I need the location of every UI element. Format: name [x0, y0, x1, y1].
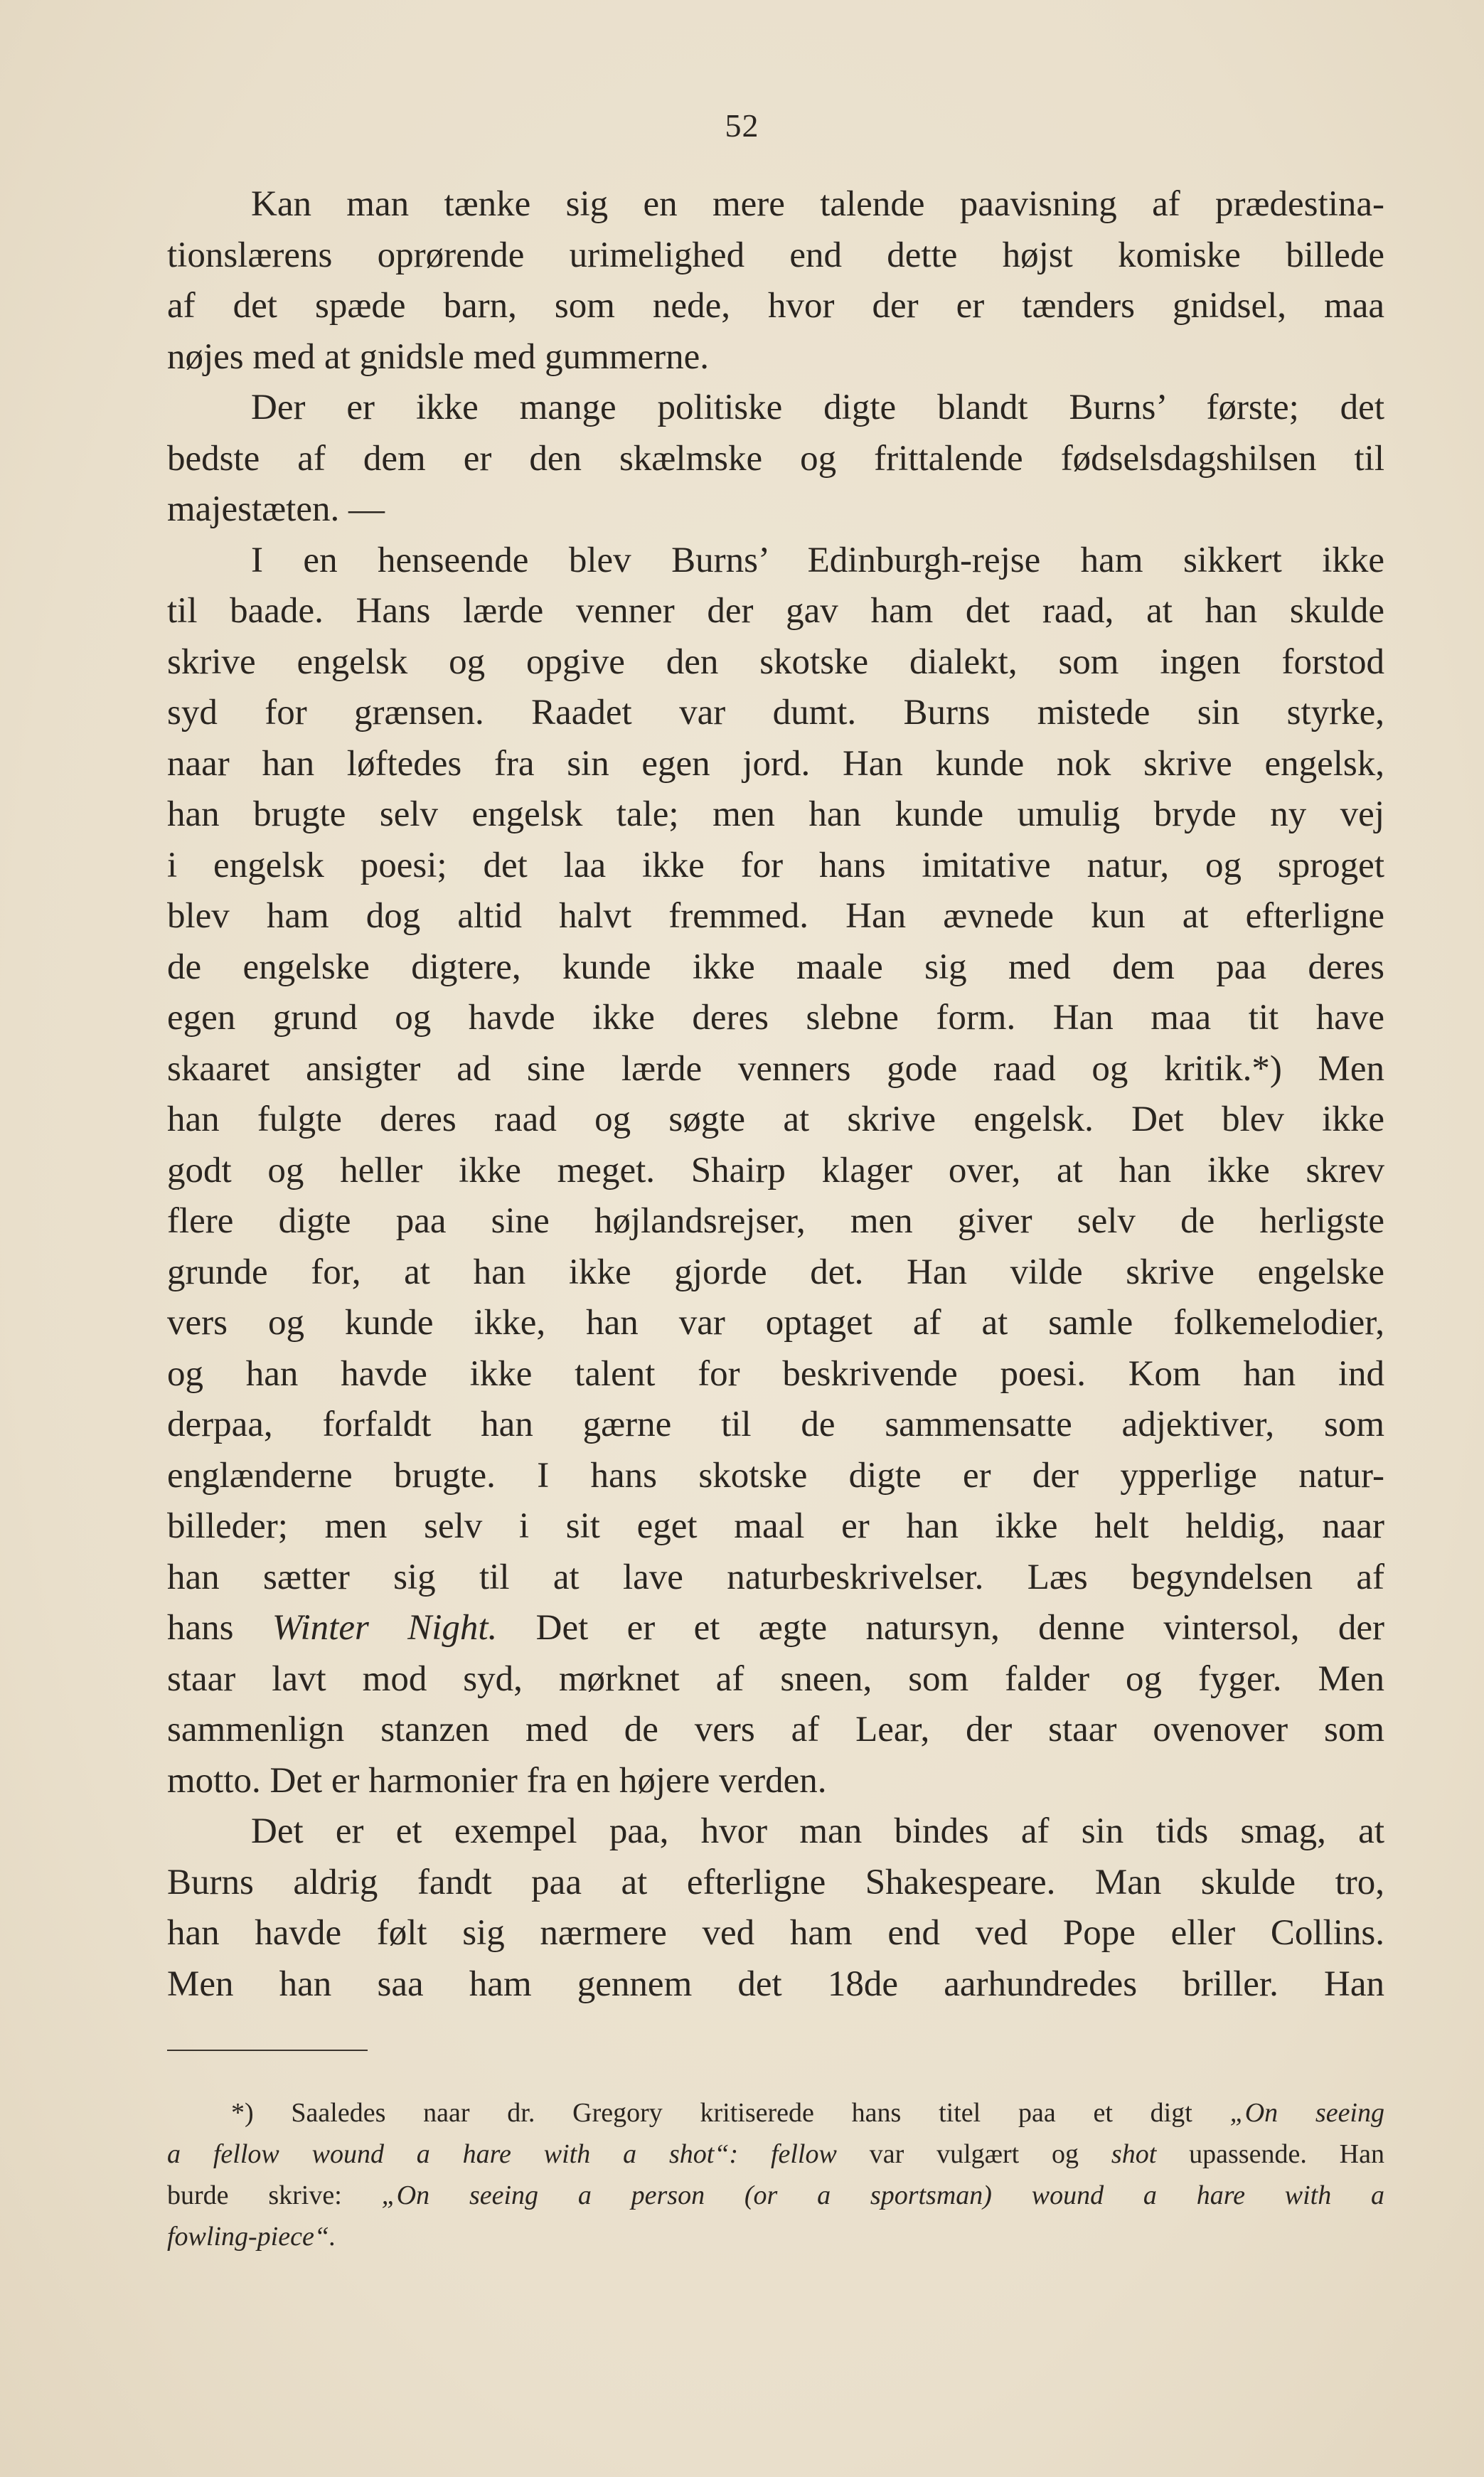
text-line: syd for grænsen. Raadet var dumt. Burns mistede sin styrke,	[167, 693, 1384, 733]
text-line: bedste af dem er den skælmske og frittalende fødselsdagshilsen til	[167, 438, 1384, 479]
footnote-quote: a fellow wound a hare with a shot“: fellow	[167, 2139, 837, 2169]
text-line: af det spæde barn, som nede, hvor der er tænders gnidsel, maa	[167, 286, 1384, 326]
footnote-line	[167, 2216, 1384, 2257]
text-line: og han havde ikke talent for beskrivende poesi. Kom han ind	[167, 1353, 1384, 1394]
footnote-quote: fowling-piece“.	[167, 2222, 336, 2252]
text-line: I en henseende blev Burns’ Edinburgh-rejse ham sikkert ikke	[251, 540, 1384, 580]
text-line: Kan man tænke sig en mere talende paavisning af prædestina-	[251, 184, 1384, 224]
text-line: vers og kunde ikke, han var optaget af at samle folkemelodier,	[167, 1303, 1384, 1343]
text-line: egen grund og havde ikke deres slebne form. Han maa tit have	[167, 998, 1384, 1038]
footnote-line	[167, 2092, 1384, 2134]
text-line: skaaret ansigter ad sine lærde venners gode raad og kritik.*) Men	[167, 1048, 1384, 1089]
footnote-quote: „On seeing	[1229, 2098, 1384, 2128]
text-line: majestæten. —	[167, 489, 385, 529]
text-line: derpaa, forfaldt han gærne til de sammensatte adjektiver, som	[167, 1405, 1384, 1444]
text-line: blev ham dog altid halvt fremmed. Han ævnede kun at efterligne	[167, 896, 1384, 936]
text-line: han havde følt sig nærmere ved ham end ved Pope eller Collins.	[167, 1913, 1384, 1953]
footnote-divider	[167, 2050, 368, 2051]
text-segment: Det er et ægte natursyn, denne vintersol, der	[497, 1608, 1384, 1648]
text-line: til baade. Hans lærde venner der gav ham det raad, at han skulde	[167, 591, 1384, 631]
body-text	[167, 179, 1384, 2010]
text-line: tionslærens oprørende urimelighed end dette højst komiske billede	[167, 235, 1384, 275]
text-line: sammenlign stanzen med de vers af Lear, der staar ovenover som	[167, 1710, 1384, 1749]
footnote-text: *) Saaledes naar dr. Gregory kritiserede hans titel paa et digt	[231, 2098, 1230, 2128]
text-line: flere digte paa sine højlandsrejser, men giver selv de herligste	[167, 1201, 1384, 1241]
text-line: han fulgte deres raad og søgte at skrive engelsk. Det blev ikke	[167, 1099, 1384, 1139]
text-line: naar han løftedes fra sin egen jord. Han kunde nok skrive engelsk,	[167, 743, 1384, 784]
footnote-line	[167, 2134, 1384, 2175]
footnote-quote: shot	[1111, 2139, 1157, 2169]
text-segment: hans	[167, 1608, 272, 1648]
text-line-with-title	[167, 1603, 1384, 1654]
text-line: de engelske digtere, kunde ikke maale sig med dem paa deres	[167, 947, 1384, 987]
text-line: motto. Det er harmonier fra en højere verden.	[167, 1760, 827, 1801]
text-line: godt og heller ikke meget. Shairp klager over, at han ikke skrev	[167, 1150, 1384, 1190]
text-line: han brugte selv engelsk tale; men han kunde umulig bryde ny vej	[167, 794, 1384, 834]
text-line: Det er et exempel paa, hvor man bindes af sin tids smag, at	[251, 1811, 1384, 1851]
footnote-line	[167, 2175, 1384, 2216]
page-number: 52	[725, 107, 759, 144]
text-line: staar lavt mod syd, mørknet af sneen, som falder og fyger. Men	[167, 1658, 1384, 1699]
text-line: skrive engelsk og opgive den skotske dialekt, som ingen forstod	[167, 641, 1384, 682]
text-line: Men han saa ham gennem det 18de aarhundredes briller. Han	[167, 1964, 1384, 2004]
text-line: Burns aldrig fandt paa at efterligne Shakespeare. Man skulde tro,	[167, 1862, 1384, 1902]
text-line: Der er ikke mange politiske digte blandt Burns’ første; det	[251, 388, 1384, 427]
footnote	[167, 2092, 1384, 2257]
text-line: i engelsk poesi; det laa ikke for hans imitative natur, og sproget	[167, 845, 1384, 885]
poem-title: Winter Night.	[272, 1608, 498, 1648]
text-line: han sætter sig til at lave naturbeskrivelser. Læs begyndelsen af	[167, 1557, 1384, 1597]
text-line: nøjes med at gnidsle med gummerne.	[167, 336, 709, 377]
text-line: billeder; men selv i sit eget maal er han ikke helt heldig, naar	[167, 1506, 1384, 1546]
text-line: grunde for, at han ikke gjorde det. Han vilde skrive engelske	[167, 1252, 1384, 1292]
text-line: englænderne brugte. I hans skotske digte er der ypperlige natur-	[167, 1455, 1384, 1496]
footnote-text: upassende. Han	[1156, 2139, 1384, 2169]
footnote-text: burde skrive:	[167, 2180, 382, 2210]
footnote-quote: „On seeing a person (or a sportsman) wound a hare with a	[381, 2180, 1385, 2210]
footnote-text: var vulgært og	[836, 2139, 1111, 2169]
